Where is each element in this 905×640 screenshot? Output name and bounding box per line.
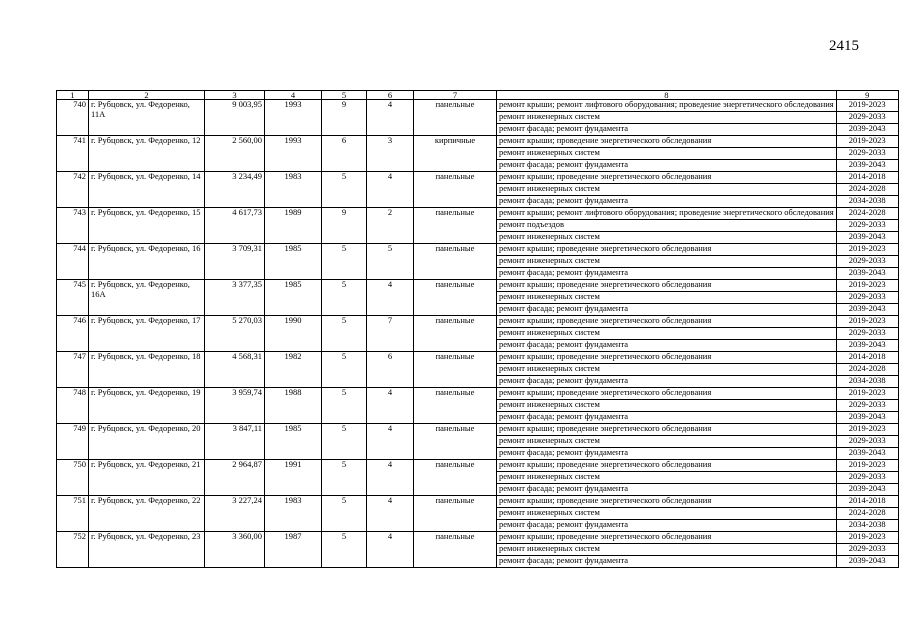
col-header-8: 8 [497,91,837,100]
record-floors: 5 [322,172,367,208]
work-period: 2019-2023 [836,460,898,472]
col-header-1: 1 [57,91,89,100]
record-material: панельные [414,388,497,424]
work-period: 2039-2043 [836,124,898,136]
record-number: 750 [57,460,89,496]
record-entrances: 6 [367,352,414,388]
record-material: панельные [414,352,497,388]
record-entrances: 4 [367,496,414,532]
work-type: ремонт инженерных систем [497,112,837,124]
record-address: г. Рубцовск, ул. Федоренко, 11А [89,100,205,136]
record-floors: 5 [322,280,367,316]
record-entrances: 5 [367,244,414,280]
work-period: 2029-2033 [836,544,898,556]
record-entrances: 4 [367,280,414,316]
record-entrances: 4 [367,172,414,208]
record-row [57,172,899,184]
record-year: 1985 [265,280,322,316]
work-period: 2019-2023 [836,280,898,292]
record-material: панельные [414,280,497,316]
record-number: 742 [57,172,89,208]
record-year: 1985 [265,424,322,460]
record-material: панельные [414,496,497,532]
work-type: ремонт крыши; проведение энергетического обследования [497,136,837,148]
work-type: ремонт фасада; ремонт фундамента [497,556,837,568]
work-type: ремонт фасада; ремонт фундамента [497,412,837,424]
record-address: г. Рубцовск, ул. Федоренко, 16 [89,244,205,280]
housing-register-table [56,90,899,568]
work-period: 2024-2028 [836,184,898,196]
col-header-4: 4 [265,91,322,100]
record-row [57,388,899,400]
work-period: 2024-2028 [836,508,898,520]
col-header-5: 5 [322,91,367,100]
work-type: ремонт крыши; проведение энергетического обследования [497,352,837,364]
work-period: 2039-2043 [836,484,898,496]
record-year: 1989 [265,208,322,244]
col-header-2: 2 [89,91,205,100]
work-period: 2039-2043 [836,268,898,280]
work-period: 2029-2033 [836,112,898,124]
work-period: 2039-2043 [836,160,898,172]
work-type: ремонт инженерных систем [497,436,837,448]
record-area: 4 617,73 [205,208,265,244]
record-row [57,208,899,220]
work-type: ремонт фасада; ремонт фундамента [497,484,837,496]
work-period: 2014-2018 [836,352,898,364]
work-type: ремонт крыши; ремонт лифтового оборудования; проведение энергетического обследования [497,208,837,220]
work-period: 2024-2028 [836,364,898,376]
record-number: 745 [57,280,89,316]
record-floors: 5 [322,424,367,460]
col-header-3: 3 [205,91,265,100]
record-address: г. Рубцовск, ул. Федоренко, 16А [89,280,205,316]
record-number: 746 [57,316,89,352]
work-type: ремонт крыши; проведение энергетического обследования [497,388,837,400]
work-type: ремонт фасада; ремонт фундамента [497,196,837,208]
work-period: 2014-2018 [836,172,898,184]
work-type: ремонт крыши; проведение энергетического обследования [497,280,837,292]
work-type: ремонт инженерных систем [497,544,837,556]
work-type: ремонт фасада; ремонт фундамента [497,448,837,460]
record-number: 744 [57,244,89,280]
work-type: ремонт крыши; ремонт лифтового оборудования; проведение энергетического обследования [497,100,837,112]
col-header-7: 7 [414,91,497,100]
work-period: 2039-2043 [836,304,898,316]
record-year: 1983 [265,496,322,532]
record-number: 749 [57,424,89,460]
work-type: ремонт инженерных систем [497,232,837,244]
work-type: ремонт крыши; проведение энергетического обследования [497,244,837,256]
record-area: 4 568,31 [205,352,265,388]
record-area: 3 360,00 [205,532,265,568]
work-type: ремонт фасада; ремонт фундамента [497,124,837,136]
work-period: 2029-2033 [836,472,898,484]
record-year: 1987 [265,532,322,568]
work-type: ремонт крыши; проведение энергетического обследования [497,496,837,508]
record-floors: 5 [322,388,367,424]
record-entrances: 3 [367,136,414,172]
work-period: 2029-2033 [836,328,898,340]
work-period: 2019-2023 [836,388,898,400]
work-period: 2014-2018 [836,496,898,508]
work-period: 2029-2033 [836,436,898,448]
work-period: 2029-2033 [836,292,898,304]
record-row [57,136,899,148]
record-year: 1983 [265,172,322,208]
work-type: ремонт подъездов [497,220,837,232]
record-material: панельные [414,100,497,136]
work-type: ремонт крыши; проведение энергетического обследования [497,460,837,472]
record-number: 740 [57,100,89,136]
work-period: 2029-2033 [836,148,898,160]
record-floors: 5 [322,352,367,388]
record-number: 751 [57,496,89,532]
work-type: ремонт инженерных систем [497,328,837,340]
work-period: 2039-2043 [836,232,898,244]
record-entrances: 4 [367,424,414,460]
record-row [57,280,899,292]
record-address: г. Рубцовск, ул. Федоренко, 21 [89,460,205,496]
work-type: ремонт инженерных систем [497,256,837,268]
record-address: г. Рубцовск, ул. Федоренко, 17 [89,316,205,352]
record-floors: 5 [322,316,367,352]
work-period: 2019-2023 [836,532,898,544]
col-header-9: 9 [836,91,898,100]
work-period: 2019-2023 [836,316,898,328]
record-floors: 6 [322,136,367,172]
record-material: панельные [414,424,497,460]
record-number: 752 [57,532,89,568]
record-material: панельные [414,208,497,244]
record-year: 1993 [265,100,322,136]
work-period: 2034-2038 [836,376,898,388]
work-period: 2019-2023 [836,424,898,436]
record-entrances: 7 [367,316,414,352]
work-period: 2039-2043 [836,340,898,352]
record-row [57,496,899,508]
work-type: ремонт фасада; ремонт фундамента [497,340,837,352]
work-type: ремонт крыши; проведение энергетического обследования [497,532,837,544]
record-year: 1990 [265,316,322,352]
record-area: 5 270,03 [205,316,265,352]
work-type: ремонт инженерных систем [497,292,837,304]
record-area: 3 709,31 [205,244,265,280]
work-type: ремонт крыши; проведение энергетического обследования [497,424,837,436]
work-period: 2039-2043 [836,556,898,568]
record-entrances: 4 [367,100,414,136]
work-period: 2029-2033 [836,220,898,232]
record-entrances: 4 [367,460,414,496]
work-period: 2029-2033 [836,256,898,268]
work-type: ремонт инженерных систем [497,508,837,520]
record-year: 1991 [265,460,322,496]
record-entrances: 2 [367,208,414,244]
record-entrances: 4 [367,388,414,424]
record-floors: 9 [322,100,367,136]
work-period: 2029-2033 [836,400,898,412]
record-material: панельные [414,532,497,568]
record-row [57,244,899,256]
work-type: ремонт крыши; проведение энергетического обследования [497,316,837,328]
work-type: ремонт инженерных систем [497,148,837,160]
record-row [57,316,899,328]
record-area: 2 964,87 [205,460,265,496]
record-number: 743 [57,208,89,244]
work-period: 2039-2043 [836,448,898,460]
record-address: г. Рубцовск, ул. Федоренко, 20 [89,424,205,460]
work-period: 2019-2023 [836,244,898,256]
record-address: г. Рубцовск, ул. Федоренко, 19 [89,388,205,424]
record-material: панельные [414,172,497,208]
work-type: ремонт фасада; ремонт фундамента [497,268,837,280]
record-area: 3 227,24 [205,496,265,532]
record-row [57,460,899,472]
work-type: ремонт инженерных систем [497,472,837,484]
work-period: 2034-2038 [836,196,898,208]
work-type: ремонт фасада; ремонт фундамента [497,160,837,172]
record-area: 2 560,00 [205,136,265,172]
work-period: 2019-2023 [836,100,898,112]
record-floors: 5 [322,496,367,532]
record-material: панельные [414,460,497,496]
work-type: ремонт фасада; ремонт фундамента [497,304,837,316]
record-address: г. Рубцовск, ул. Федоренко, 15 [89,208,205,244]
record-area: 3 847,11 [205,424,265,460]
record-address: г. Рубцовск, ул. Федоренко, 12 [89,136,205,172]
page-number: 2415 [829,38,859,54]
work-period: 2039-2043 [836,412,898,424]
record-address: г. Рубцовск, ул. Федоренко, 14 [89,172,205,208]
record-row [57,100,899,112]
col-header-6: 6 [367,91,414,100]
record-floors: 5 [322,460,367,496]
record-year: 1988 [265,388,322,424]
work-type: ремонт инженерных систем [497,400,837,412]
work-type: ремонт крыши; проведение энергетического обследования [497,172,837,184]
record-number: 741 [57,136,89,172]
record-area: 3 234,49 [205,172,265,208]
table-body [57,91,899,568]
work-period: 2024-2028 [836,208,898,220]
record-row [57,424,899,436]
work-period: 2019-2023 [836,136,898,148]
record-material: панельные [414,244,497,280]
record-row [57,352,899,364]
record-address: г. Рубцовск, ул. Федоренко, 23 [89,532,205,568]
work-type: ремонт фасада; ремонт фундамента [497,520,837,532]
record-address: г. Рубцовск, ул. Федоренко, 18 [89,352,205,388]
record-address: г. Рубцовск, ул. Федоренко, 22 [89,496,205,532]
header-row [57,91,899,100]
record-material: кирпичные [414,136,497,172]
record-area: 3 377,35 [205,280,265,316]
record-year: 1985 [265,244,322,280]
record-material: панельные [414,316,497,352]
record-area: 3 959,74 [205,388,265,424]
record-row [57,532,899,544]
work-type: ремонт фасада; ремонт фундамента [497,376,837,388]
record-floors: 9 [322,208,367,244]
record-floors: 5 [322,244,367,280]
work-type: ремонт инженерных систем [497,184,837,196]
record-entrances: 4 [367,532,414,568]
record-number: 747 [57,352,89,388]
record-year: 1982 [265,352,322,388]
work-type: ремонт инженерных систем [497,364,837,376]
record-year: 1993 [265,136,322,172]
record-area: 9 003,95 [205,100,265,136]
record-floors: 5 [322,532,367,568]
record-number: 748 [57,388,89,424]
work-period: 2034-2038 [836,520,898,532]
